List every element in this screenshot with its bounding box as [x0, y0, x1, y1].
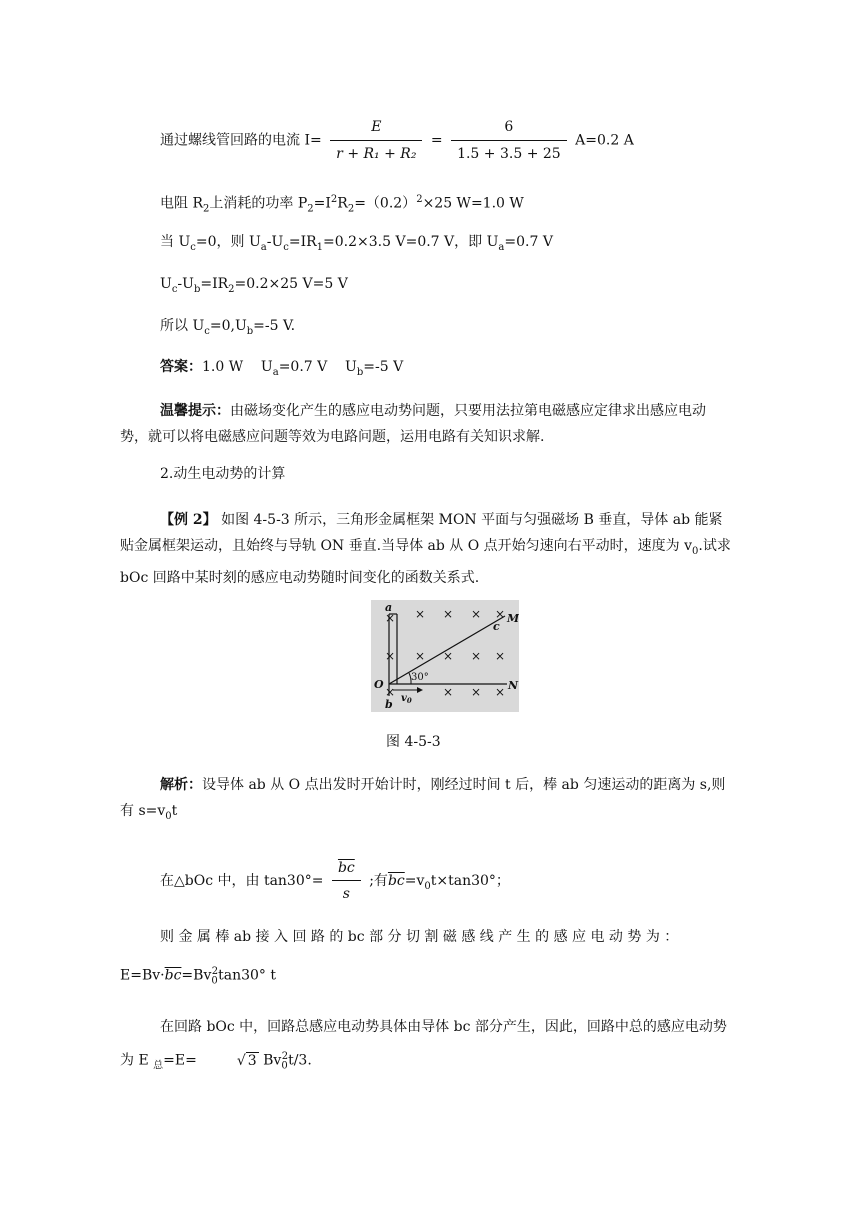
current-result: A=0.2 A	[575, 132, 634, 149]
field-cross: ×	[495, 607, 506, 621]
emf-total-paragraph: 在回路 bOc 中，回路总感应电动势具体由导体 bc 部分产生，因此，回路中总的感应电动势为 E $_总$=E= √ 3 $Bv_0^2t/3$.	[120, 1012, 732, 1081]
tip-label: 温馨提示：	[160, 403, 230, 419]
sqrt-three: √ 3	[236, 1052, 257, 1069]
example-paragraph: 【例 2】 如图 4-5-3 所示，三角形金属框架 MON 平面与匀强磁场 B 垂直，导体 ab 能紧贴金属框架运动，且始终与导轨 ON 垂直.当导体 ab 从 O 点开始匀速向右平动时，速度为 $v_0$.试求 bOc 回路中某时刻的感应电动势随时间变化的函数关系式.	[120, 512, 731, 586]
field-cross: ×	[443, 607, 454, 621]
field-cross: ×	[471, 649, 482, 663]
ucb-line: $U_c-U_b=IR_2=0.2\times 25$ V=5 V	[160, 276, 348, 295]
answer-label: 答案：	[160, 359, 202, 375]
field-cross: ×	[415, 607, 426, 621]
tan-line: 在△bOc 中，由 tan30°= $\frac{\overline{bc}}{s}$ ;有$\overline{bc}=v_0t\times\tan 30^\circ$；	[160, 860, 510, 902]
field-cross: ×	[443, 685, 454, 699]
fraction-denominator: 1.5 + 3.5 + 25	[451, 140, 567, 164]
label-v0: $v_0$	[401, 693, 412, 705]
label-n: N	[508, 679, 519, 692]
field-cross: ×	[471, 685, 482, 699]
fraction-six-over-sum	[451, 117, 567, 164]
segment-bc: $\overline{bc}$	[387, 873, 405, 889]
label-c: c	[493, 620, 500, 633]
field-cross: ×	[443, 649, 454, 663]
fraction-numerator: 6	[504, 119, 514, 135]
field-cross: ×	[385, 649, 396, 663]
section-heading: 2.动生电动势的计算	[160, 466, 286, 482]
tip-text: 由磁场变化产生的感应电动势问题，只要用法拉第电磁感应定律求出感应电动势，就可以将电磁感应问题等效为电路问题，运用电路有关知识求解.	[120, 403, 706, 445]
frame-diagram	[371, 600, 519, 712]
label-o: O	[374, 678, 384, 691]
field-cross: ×	[385, 685, 396, 699]
label-a: a	[385, 601, 393, 614]
fraction-e-over-r	[330, 117, 422, 164]
label-b: b	[385, 698, 393, 711]
field-cross: ×	[495, 649, 506, 663]
fraction-denominator: r + R₁ + R₂	[330, 140, 422, 164]
segment-bc: $\overline{bc}$	[164, 967, 182, 984]
field-cross: ×	[495, 685, 506, 699]
field-cross: ×	[415, 649, 426, 663]
equals-sign: =	[430, 132, 443, 149]
velocity-arrowhead	[417, 687, 423, 693]
solution-label: 解析：	[160, 777, 202, 793]
field-cross: ×	[471, 607, 482, 621]
so-that-line: 所以 $U_c=0,U_b=-5$ V.	[160, 318, 296, 337]
emf-line-2: $E=Bv\cdot\overline{bc}=Bv_0^2\tan 30^\circ$ t	[120, 966, 276, 987]
current-prefix: 通过螺线管回路的电流 I=	[160, 132, 322, 149]
answer-line: 答案：1.0 W $U_a=0.7$ V $U_b=-5$ V	[160, 359, 404, 378]
current-formula	[160, 117, 634, 164]
solution-paragraph: 解析：设导体 ab 从 O 点出发时开始计时，刚经过时间 t 后，棒 ab 匀速运动的距离为 s,则有 $s=v_0t$	[120, 777, 726, 822]
example-label: 【例 2】	[160, 512, 217, 528]
tip-paragraph	[120, 398, 732, 450]
fraction-numerator: E	[371, 119, 382, 135]
fraction-bc-over-s: $\frac{\overline{bc}}{s}$	[332, 858, 361, 904]
power-line: 电阻 $R_2$上消耗的功率 $P_2=I^2R_2=(0.2)^2\times 25$ W=1.0 W	[160, 194, 524, 215]
figure-4-5-3	[371, 600, 519, 712]
emf-line-1: 则 金 属 棒 ab 接 入 回 路 的 bc 部 分 切 割 磁 感 线 产 生 的 感 应 电 动 势 为 ：	[160, 929, 679, 945]
label-angle: 30°	[411, 672, 429, 683]
figure-caption: 图 4-5-3	[386, 734, 441, 750]
ua-line: 当 $U_c=0$，则 $U_a-U_c=IR_1=0.2\times 3.5$ V=0.7 V，即 $U_a=0.7$ V	[160, 234, 553, 253]
label-m: M	[507, 612, 519, 625]
field-cross: ×	[385, 611, 396, 625]
